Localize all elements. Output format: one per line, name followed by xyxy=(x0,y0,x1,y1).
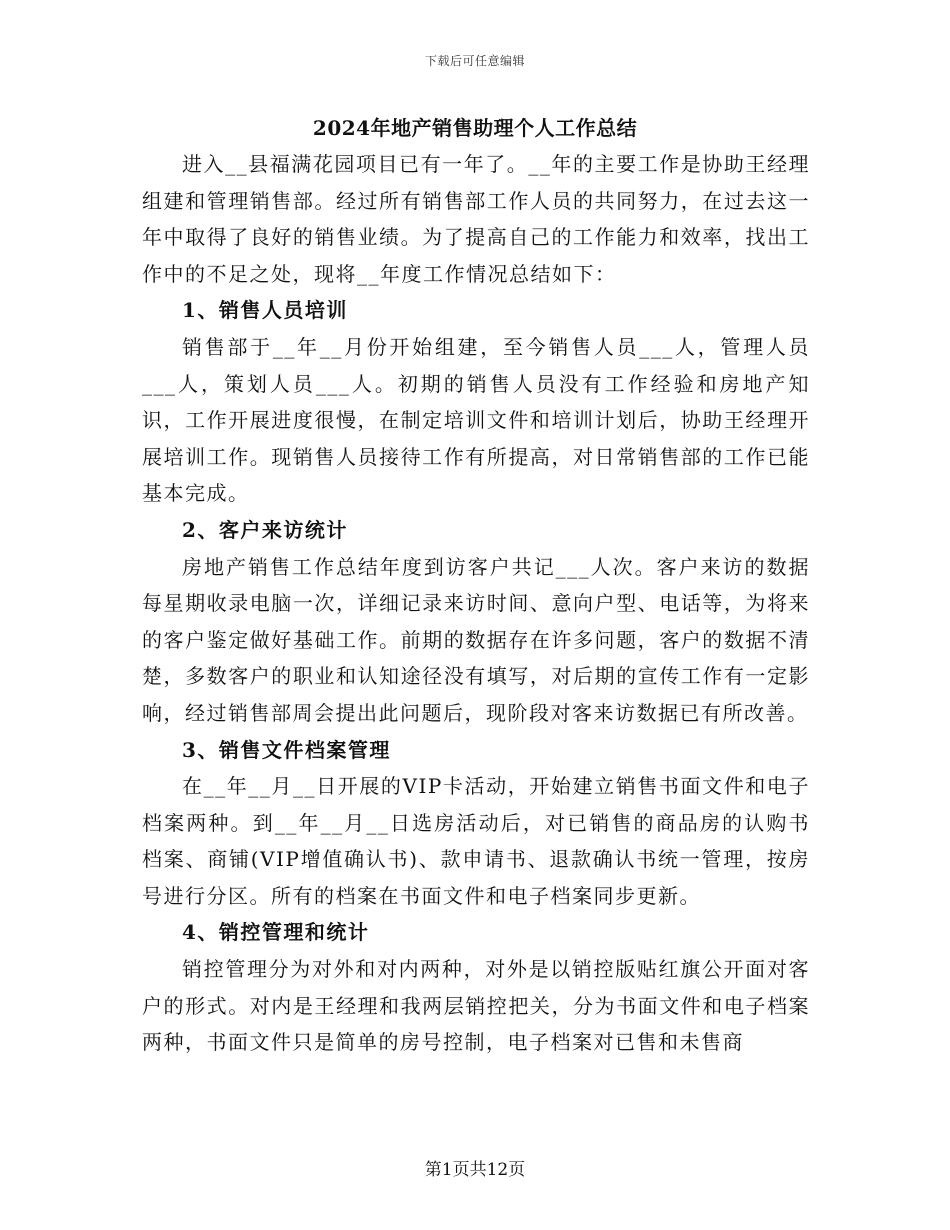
section-paragraph-2: 房地产销售工作总结年度到访客户共记___人次。客户来访的数据每星期收录电脑一次，详细记录来访时间、意向户型、电话等，为将来的客户鉴定做好基础工作。前期的数据存在许多问题，客户的数据不清楚，多数客户的职业和认知途径没有填写，对后期的宣传工作有一定影响，经过销售部周会提出此问题后，现阶段对客来访数据已有所改善。 xyxy=(142,554,810,725)
intro-paragraph: 进入__县福满花园项目已有一年了。__年的主要工作是协助王经理组建和管理销售部。经过所有销售部工作人员的共同努力，在过去这一年中取得了良好的销售业绩。为了提高自己的工作能力和效率，找出工作中的不足之处，现将__年度工作情况总结如下： xyxy=(142,152,810,286)
header-note: 下载后可任意编辑 xyxy=(424,54,525,68)
section-heading-1: 1、销售人员培训 xyxy=(182,298,348,323)
section-paragraph-3: 在__年__月__日开展的VIP卡活动，开始建立销售书面文件和电子档案两种。到__年__月__日选房活动后，对已销售的商品房的认购书档案、商铺(VIP增值确认书)、款申请书、退款确认书统一管理，按房号进行分区。所有的档案在书面文件和电子档案同步更新。 xyxy=(142,774,810,908)
document-body xyxy=(142,146,810,1061)
section-heading-3: 3、销售文件档案管理 xyxy=(182,737,391,762)
section-paragraph-1: 销售部于__年__月份开始组建，至今销售人员___人，管理人员___人，策划人员___人。初期的销售人员没有工作经验和房地产知识，工作开展进度很慢，在制定培训文件和培训计划后，协助王经理开展培训工作。现销售人员接待工作有所提高，对日常销售部的工作已能基本完成。 xyxy=(142,334,810,506)
section-heading-2: 2、客户来访统计 xyxy=(182,517,348,542)
page-number: 第1页共12页 xyxy=(424,1160,526,1180)
section-paragraph-4: 销控管理分为对外和对内两种，对外是以销控版贴红旗公开面对客户的形式。对内是王经理和我两层销控把关，分为书面文件和电子档案两种，书面文件只是简单的房号控制，电子档案对已售和未售商 xyxy=(142,957,810,1055)
document-title: 2024年地产销售助理个人工作总结 xyxy=(312,116,638,140)
section-heading-4: 4、销控管理和统计 xyxy=(182,920,370,945)
